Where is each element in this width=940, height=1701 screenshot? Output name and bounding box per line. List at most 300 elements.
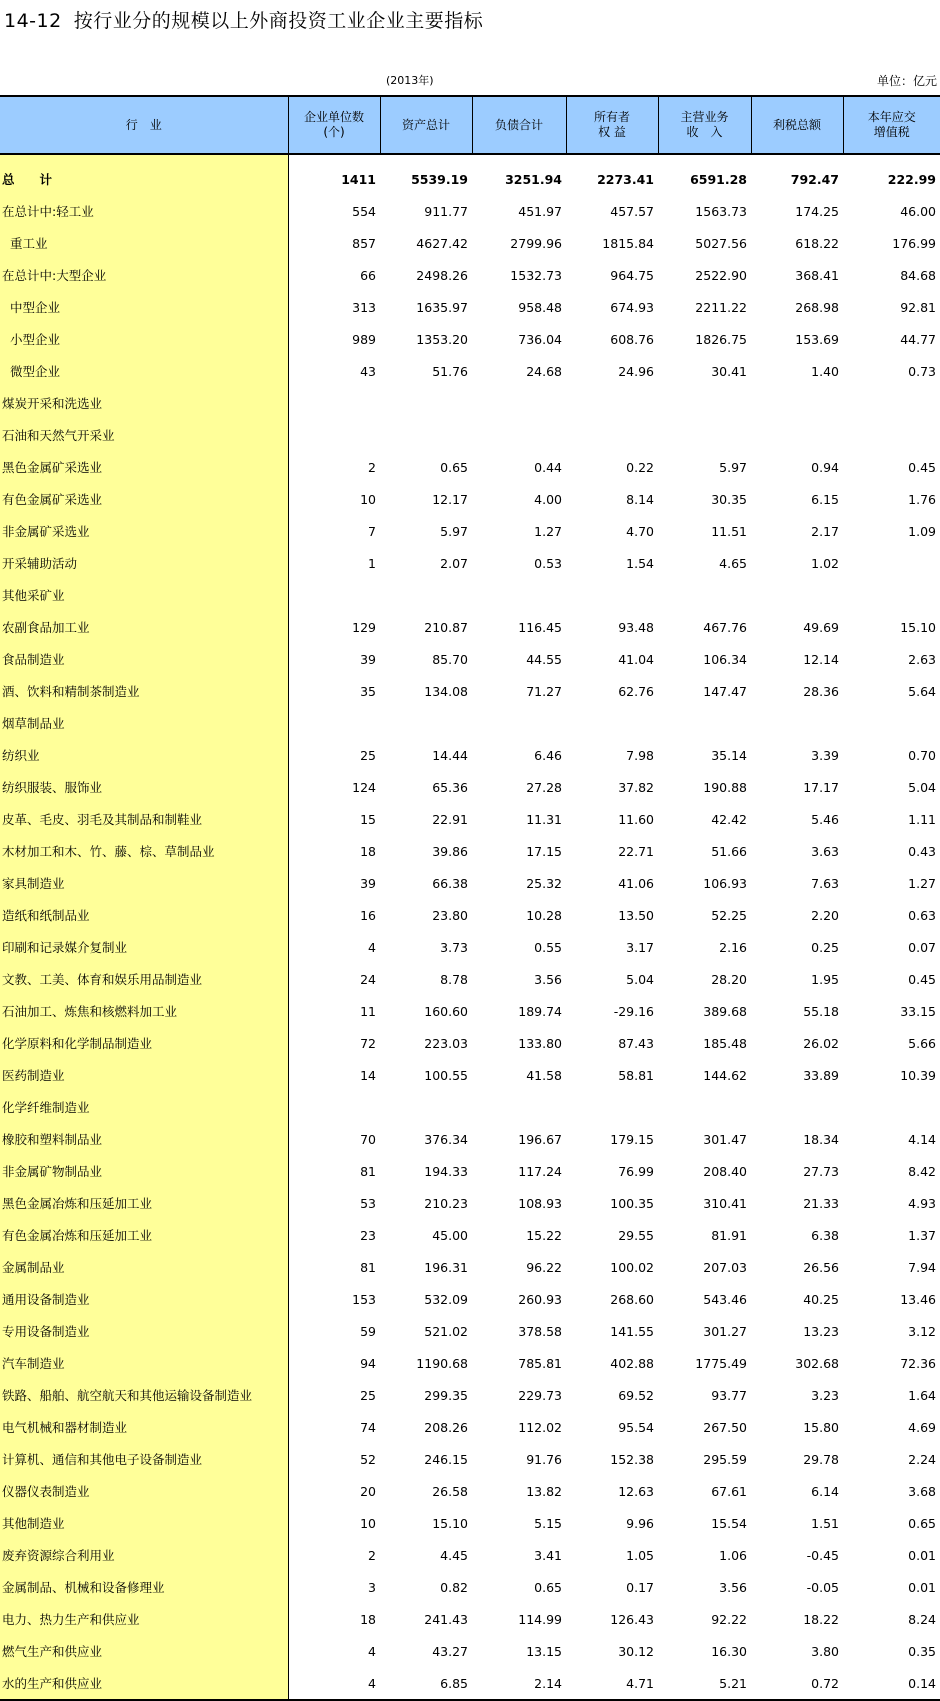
cell-value: 74 — [360, 1419, 376, 1435]
cell-value: 268.98 — [795, 299, 839, 315]
cell-value: 96.22 — [526, 1259, 562, 1275]
cell-value: 13.46 — [900, 1291, 936, 1307]
industry-name: 在总计中:大型企业 — [0, 259, 288, 291]
cell-value: 4.65 — [719, 555, 747, 571]
cell-value: 1.95 — [811, 971, 839, 987]
cell-value: 2799.96 — [510, 235, 562, 251]
cell-value: 7.63 — [811, 875, 839, 891]
total-row — [0, 163, 940, 195]
table-row — [0, 1411, 940, 1443]
cell-value: 3.63 — [811, 843, 839, 859]
table-row — [0, 419, 940, 451]
cell-value: 28.36 — [803, 683, 839, 699]
cell-value: 94 — [360, 1355, 376, 1371]
cell-value: 147.47 — [703, 683, 747, 699]
table-body — [0, 154, 940, 1700]
table-row — [0, 1027, 940, 1059]
cell-value — [380, 419, 472, 451]
cell-value: 141.55 — [610, 1323, 654, 1339]
cell-value: 100.02 — [610, 1259, 654, 1275]
table-row — [0, 323, 940, 355]
cell-value: 51.66 — [711, 843, 747, 859]
industry-name: 金属制品业 — [0, 1251, 288, 1283]
table-row — [0, 899, 940, 931]
cell-value: 92.81 — [900, 299, 936, 315]
cell-value — [380, 1091, 472, 1123]
industry-name: 医药制造业 — [0, 1059, 288, 1091]
industry-name: 电力、热力生产和供应业 — [0, 1603, 288, 1635]
cell-value: 92.22 — [711, 1611, 747, 1627]
cell-value: 41.04 — [618, 651, 654, 667]
cell-value — [566, 387, 658, 419]
cell-value: 14.44 — [432, 747, 468, 763]
cell-value — [658, 707, 751, 739]
table-row — [0, 1155, 940, 1187]
cell-value: 144.62 — [703, 1067, 747, 1083]
table-row — [0, 963, 940, 995]
cell-value: 1.06 — [719, 1547, 747, 1563]
cell-value: 116.45 — [518, 619, 562, 635]
industry-name: 烟草制品业 — [0, 707, 288, 739]
table-row — [0, 451, 940, 483]
table-row — [0, 1667, 940, 1700]
cell-value: 4 — [368, 1643, 376, 1659]
cell-value: 1.02 — [811, 555, 839, 571]
cell-value: 785.81 — [518, 1355, 562, 1371]
cell-value: 4.70 — [626, 523, 654, 539]
cell-value: 4.93 — [908, 1195, 936, 1211]
cell-value: 2.07 — [440, 555, 468, 571]
cell-value: 4.14 — [908, 1131, 936, 1147]
cell-value: 8.42 — [908, 1163, 936, 1179]
cell-value: 22.71 — [618, 843, 654, 859]
cell-value: 299.35 — [424, 1387, 468, 1403]
industry-name: 通用设备制造业 — [0, 1283, 288, 1315]
industry-name: 木材加工和木、竹、藤、棕、草制品业 — [0, 835, 288, 867]
cell-value: 964.75 — [610, 267, 654, 283]
cell-value: 7 — [368, 523, 376, 539]
cell-value: 25 — [360, 747, 376, 763]
industry-name: 农副食品加工业 — [0, 611, 288, 643]
cell-value: 4627.42 — [416, 235, 468, 251]
table-row — [0, 771, 940, 803]
industry-name: 其他采矿业 — [0, 579, 288, 611]
cell-value: 0.45 — [908, 971, 936, 987]
cell-value: 1.37 — [908, 1227, 936, 1243]
column-header — [843, 96, 940, 154]
cell-value: 3.23 — [811, 1387, 839, 1403]
cell-value — [288, 579, 380, 611]
cell-value: 451.97 — [518, 203, 562, 219]
cell-value: 17.15 — [526, 843, 562, 859]
cell-value: 66 — [360, 267, 376, 283]
table-row — [0, 1219, 940, 1251]
industry-name: 化学纤维制造业 — [0, 1091, 288, 1123]
cell-value: 46.00 — [900, 203, 936, 219]
cell-value: 0.65 — [534, 1579, 562, 1595]
cell-value: 241.43 — [424, 1611, 468, 1627]
cell-value: 222.99 — [887, 171, 936, 187]
cell-value: 126.43 — [610, 1611, 654, 1627]
cell-value: 1.51 — [811, 1515, 839, 1531]
industry-name: 废弃资源综合利用业 — [0, 1539, 288, 1571]
cell-value: 0.94 — [811, 459, 839, 475]
column-header-line1: 所有者 — [593, 110, 630, 124]
cell-value: 30.35 — [711, 491, 747, 507]
cell-value: 208.26 — [424, 1419, 468, 1435]
cell-value: 114.99 — [518, 1611, 562, 1627]
cell-value: 2.63 — [908, 651, 936, 667]
table-title: 按行业分的规模以上外商投资工业企业主要指标 — [73, 10, 484, 32]
cell-value: 457.57 — [610, 203, 654, 219]
cell-value: 467.76 — [703, 619, 747, 635]
industry-name: 黑色金属冶炼和压延加工业 — [0, 1187, 288, 1219]
spacer-row — [0, 154, 940, 163]
cell-value: 93.48 — [618, 619, 654, 635]
cell-value: 0.73 — [908, 363, 936, 379]
cell-value: 5.64 — [908, 683, 936, 699]
cell-value — [288, 1091, 380, 1123]
cell-value: 81 — [360, 1163, 376, 1179]
industry-name: 微型企业 — [0, 355, 288, 387]
cell-value: 49.69 — [803, 619, 839, 635]
industry-name: 燃气生产和供应业 — [0, 1635, 288, 1667]
cell-value: 18.22 — [803, 1611, 839, 1627]
cell-value — [566, 707, 658, 739]
column-header-line1: 负债合计 — [494, 117, 543, 132]
cell-value — [751, 707, 843, 739]
table-row — [0, 1635, 940, 1667]
cell-value: 45.00 — [432, 1227, 468, 1243]
cell-value: 15 — [360, 811, 376, 827]
cell-value: 792.47 — [790, 171, 839, 187]
cell-value: 310.41 — [703, 1195, 747, 1211]
column-header — [0, 96, 288, 154]
cell-value: 1190.68 — [416, 1355, 468, 1371]
cell-value: 76.99 — [618, 1163, 654, 1179]
table-row — [0, 259, 940, 291]
table-row — [0, 707, 940, 739]
cell-value: 22.91 — [432, 811, 468, 827]
cell-value: 40.25 — [803, 1291, 839, 1307]
cell-value: 87.43 — [618, 1035, 654, 1051]
column-header-line1: 资产总计 — [401, 117, 450, 132]
cell-value: 35.14 — [711, 747, 747, 763]
industry-name: 文教、工美、体育和娱乐用品制造业 — [0, 963, 288, 995]
cell-value: 6591.28 — [690, 171, 747, 187]
cell-value: 16 — [360, 907, 376, 923]
table-row — [0, 1347, 940, 1379]
column-header-line2: 增值税 — [873, 125, 910, 139]
cell-value: 134.08 — [424, 683, 468, 699]
cell-value: 42.42 — [711, 811, 747, 827]
cell-value: 0.65 — [440, 459, 468, 475]
cell-value: 5.21 — [658, 1667, 751, 1700]
industry-name: 酒、饮料和精制茶制造业 — [0, 675, 288, 707]
cell-value: 8.24 — [908, 1611, 936, 1627]
cell-value: 24.68 — [526, 363, 562, 379]
cell-value: 29.55 — [618, 1227, 654, 1243]
cell-value: 133.80 — [518, 1035, 562, 1051]
table-row — [0, 611, 940, 643]
cell-value: 29.78 — [803, 1451, 839, 1467]
table-number: 14-12 — [4, 10, 62, 32]
cell-value: 30.12 — [618, 1643, 654, 1659]
cell-value: 0.22 — [626, 459, 654, 475]
unit-label: 单位：亿元 — [876, 74, 937, 88]
cell-value: 4 — [288, 1667, 380, 1700]
cell-value: 1.40 — [811, 363, 839, 379]
industry-name: 中型企业 — [0, 291, 288, 323]
industry-name: 纺织业 — [0, 739, 288, 771]
cell-value: 1.76 — [908, 491, 936, 507]
cell-value: 124 — [352, 779, 376, 795]
cell-value — [843, 547, 940, 579]
cell-value: 3.39 — [811, 747, 839, 763]
cell-value: 12.14 — [803, 651, 839, 667]
cell-value: 106.93 — [703, 875, 747, 891]
cell-value: 246.15 — [424, 1451, 468, 1467]
cell-value: 93.77 — [711, 1387, 747, 1403]
cell-value: 23.80 — [432, 907, 468, 923]
cell-value: 16.30 — [711, 1643, 747, 1659]
cell-value: 11.60 — [618, 811, 654, 827]
cell-value: -0.45 — [806, 1547, 839, 1563]
industry-name: 皮革、毛皮、羽毛及其制品和制鞋业 — [0, 803, 288, 835]
cell-value — [843, 579, 940, 611]
cell-value: 378.58 — [518, 1323, 562, 1339]
cell-value: 6.85 — [380, 1667, 472, 1700]
cell-value: 55.18 — [803, 1003, 839, 1019]
cell-value: 6.15 — [811, 491, 839, 507]
cell-value: 543.46 — [703, 1291, 747, 1307]
cell-value: 84.68 — [900, 267, 936, 283]
cell-value: 25 — [360, 1387, 376, 1403]
cell-value — [380, 707, 472, 739]
cell-value: 0.25 — [811, 939, 839, 955]
table-row — [0, 355, 940, 387]
cell-value: 1.09 — [908, 523, 936, 539]
cell-value: 24 — [360, 971, 376, 987]
cell-value: 12.17 — [432, 491, 468, 507]
industry-name: 水的生产和供应业 — [0, 1667, 288, 1700]
table-row — [0, 1475, 940, 1507]
cell-value: 18 — [360, 1611, 376, 1627]
table-row — [0, 1315, 940, 1347]
cell-value — [658, 579, 751, 611]
cell-value: 1775.49 — [695, 1355, 747, 1371]
table-row — [0, 867, 940, 899]
cell-value: 5.97 — [440, 523, 468, 539]
cell-value: 39.86 — [432, 843, 468, 859]
cell-value: 2 — [368, 459, 376, 475]
cell-value: 0.44 — [534, 459, 562, 475]
cell-value: 12.63 — [618, 1483, 654, 1499]
cell-value: 5.04 — [626, 971, 654, 987]
cell-value: 62.76 — [618, 683, 654, 699]
cell-value: 207.03 — [703, 1259, 747, 1275]
year-label: (2013年) — [386, 74, 434, 87]
cell-value: 1 — [368, 555, 376, 571]
cell-value: 13.15 — [526, 1643, 562, 1659]
industry-name: 煤炭开采和洗选业 — [0, 387, 288, 419]
cell-value — [751, 419, 843, 451]
cell-value: 736.04 — [518, 331, 562, 347]
cell-value: 41.58 — [526, 1067, 562, 1083]
industry-name: 总 计 — [0, 163, 288, 195]
cell-value: 30.41 — [711, 363, 747, 379]
cell-value: 1826.75 — [695, 331, 747, 347]
cell-value: 958.48 — [518, 299, 562, 315]
industry-name: 非金属矿采选业 — [0, 515, 288, 547]
cell-value: 3 — [368, 1579, 376, 1595]
cell-value: 52.25 — [711, 907, 747, 923]
cell-value: 15.10 — [432, 1515, 468, 1531]
cell-value: 208.40 — [703, 1163, 747, 1179]
table-row — [0, 1539, 940, 1571]
industry-name: 非金属矿物制品业 — [0, 1155, 288, 1187]
cell-value: 521.02 — [424, 1323, 468, 1339]
cell-value — [658, 419, 751, 451]
cell-value: 857 — [352, 235, 376, 251]
cell-value — [843, 419, 940, 451]
column-header-line1: 主营业务 — [680, 110, 729, 124]
table-row — [0, 1091, 940, 1123]
cell-value — [843, 1091, 940, 1123]
industry-name: 重工业 — [0, 227, 288, 259]
cell-value: 33.89 — [803, 1067, 839, 1083]
cell-value: -0.05 — [806, 1579, 839, 1595]
cell-value — [472, 387, 566, 419]
table-row — [0, 1283, 940, 1315]
cell-value — [751, 1091, 843, 1123]
cell-value: 71.27 — [526, 683, 562, 699]
cell-value: 6.46 — [534, 747, 562, 763]
cell-value: 39 — [360, 651, 376, 667]
cell-value: 9.96 — [626, 1515, 654, 1531]
cell-value: 989 — [352, 331, 376, 347]
cell-value: 301.47 — [703, 1131, 747, 1147]
table-row — [0, 739, 940, 771]
cell-value: 0.07 — [908, 939, 936, 955]
cell-value: 7.94 — [908, 1259, 936, 1275]
cell-value: 0.01 — [908, 1579, 936, 1595]
industry-name: 造纸和纸制品业 — [0, 899, 288, 931]
industry-name: 石油加工、炼焦和核燃料加工业 — [0, 995, 288, 1027]
industry-name: 化学原料和化学制品制造业 — [0, 1027, 288, 1059]
cell-value: 4.45 — [440, 1547, 468, 1563]
cell-value: 4.71 — [566, 1667, 658, 1700]
cell-value: 3.56 — [719, 1579, 747, 1595]
table-row — [0, 579, 940, 611]
cell-value: 0.14 — [843, 1667, 940, 1700]
table-row — [0, 1123, 940, 1155]
cell-value: 53 — [360, 1195, 376, 1211]
industry-name: 黑色金属矿采选业 — [0, 451, 288, 483]
industry-name: 计算机、通信和其他电子设备制造业 — [0, 1443, 288, 1475]
cell-value: 25.32 — [526, 875, 562, 891]
cell-value: 129 — [352, 619, 376, 635]
cell-value: 190.88 — [703, 779, 747, 795]
table-row — [0, 227, 940, 259]
cell-value: 295.59 — [703, 1451, 747, 1467]
industry-name: 橡胶和塑料制品业 — [0, 1123, 288, 1155]
cell-value: 1563.73 — [695, 203, 747, 219]
table-row — [0, 547, 940, 579]
cell-value: 70 — [360, 1131, 376, 1147]
cell-value: 0.35 — [908, 1643, 936, 1659]
column-header-line1: 本年应交 — [867, 110, 916, 124]
cell-value: 10 — [360, 491, 376, 507]
cell-value — [472, 1091, 566, 1123]
cell-value: 5.15 — [534, 1515, 562, 1531]
column-header-line1: 行 业 — [125, 117, 162, 132]
industry-name: 专用设备制造业 — [0, 1315, 288, 1347]
industry-name: 家具制造业 — [0, 867, 288, 899]
cell-value: 1635.97 — [416, 299, 468, 315]
cell-value: 313 — [352, 299, 376, 315]
cell-value: 1532.73 — [510, 267, 562, 283]
table-row — [0, 995, 940, 1027]
cell-value: 28.20 — [711, 971, 747, 987]
column-header-line1: 利税总额 — [772, 117, 821, 132]
cell-value: 1.05 — [626, 1547, 654, 1563]
cell-value: 210.23 — [424, 1195, 468, 1211]
cell-value: 210.87 — [424, 619, 468, 635]
industry-name: 电气机械和器材制造业 — [0, 1411, 288, 1443]
cell-value: 0.82 — [440, 1579, 468, 1595]
cell-value: 2.20 — [811, 907, 839, 923]
cell-value — [566, 579, 658, 611]
column-header — [288, 96, 380, 154]
cell-value — [288, 419, 380, 451]
industry-name: 在总计中:轻工业 — [0, 195, 288, 227]
table-row — [0, 1059, 940, 1091]
cell-value: 6.38 — [811, 1227, 839, 1243]
cell-value: 26.56 — [803, 1259, 839, 1275]
industry-name: 其他制造业 — [0, 1507, 288, 1539]
industry-name: 食品制造业 — [0, 643, 288, 675]
cell-value: 5.97 — [719, 459, 747, 475]
cell-value: 0.45 — [908, 459, 936, 475]
industry-name: 石油和天然气开采业 — [0, 419, 288, 451]
table-row — [0, 643, 940, 675]
cell-value: 41.06 — [618, 875, 654, 891]
cell-value: 1815.84 — [602, 235, 654, 251]
page-title — [4, 6, 483, 33]
cell-value: 20 — [360, 1483, 376, 1499]
cell-value: 13.82 — [526, 1483, 562, 1499]
table-row — [0, 291, 940, 323]
cell-value: 52 — [360, 1451, 376, 1467]
column-header-line2: 权 益 — [598, 125, 626, 139]
cell-value: 11.51 — [711, 523, 747, 539]
cell-value: 0.43 — [908, 843, 936, 859]
cell-value: 0.53 — [534, 555, 562, 571]
cell-value: 152.38 — [610, 1451, 654, 1467]
cell-value: 160.60 — [424, 1003, 468, 1019]
cell-value: 24.96 — [618, 363, 654, 379]
cell-value: 39 — [360, 875, 376, 891]
cell-value: 2273.41 — [597, 171, 654, 187]
cell-value: 3.41 — [534, 1547, 562, 1563]
cell-value: 100.35 — [610, 1195, 654, 1211]
cell-value — [288, 387, 380, 419]
cell-value: 108.93 — [518, 1195, 562, 1211]
cell-value: 15.10 — [900, 619, 936, 635]
cell-value — [288, 707, 380, 739]
cell-value: 43.27 — [432, 1643, 468, 1659]
